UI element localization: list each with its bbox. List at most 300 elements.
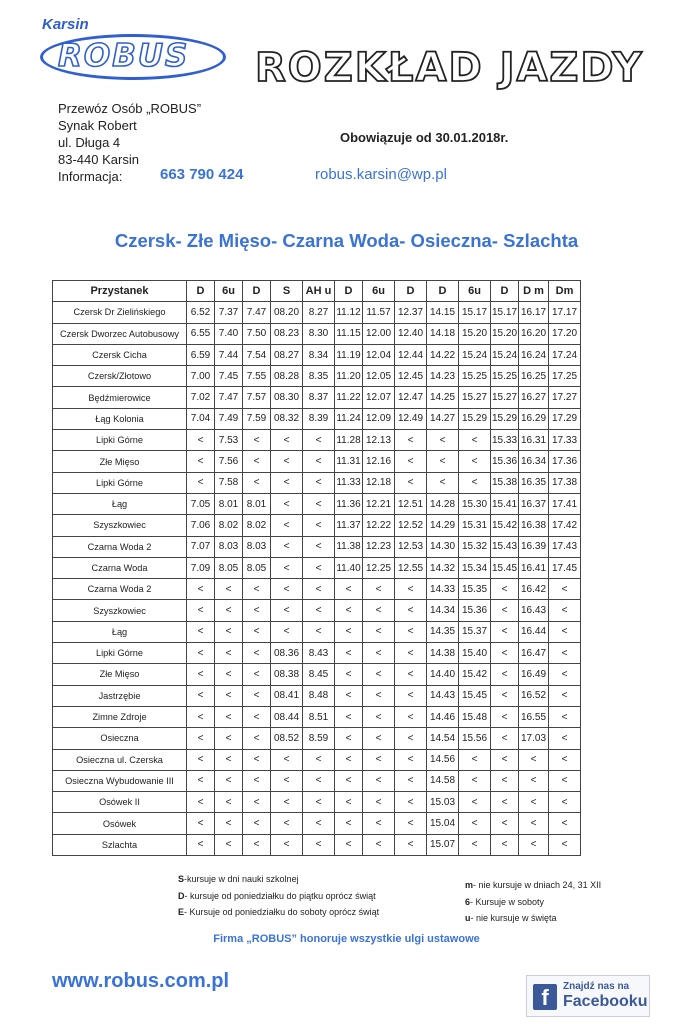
departure-time: 12.25: [363, 557, 395, 578]
departure-time: <: [491, 834, 519, 855]
departure-time: 12.18: [363, 472, 395, 493]
departure-time: 12.47: [395, 387, 427, 408]
phone-number: 663 790 424: [160, 166, 244, 183]
table-row: [53, 557, 581, 578]
departure-time: 15.43: [491, 536, 519, 557]
departure-time: <: [395, 813, 427, 834]
stop-name: Czersk Cicha: [53, 344, 187, 365]
departure-time: 15.41: [491, 493, 519, 514]
table-row: [53, 536, 581, 557]
departure-time: <: [459, 834, 491, 855]
table-row: [53, 344, 581, 365]
departure-time: 11.22: [335, 387, 363, 408]
departure-time: 15.45: [459, 685, 491, 706]
departure-time: 15.04: [427, 813, 459, 834]
legend-text: - Kursuje w soboty: [470, 896, 545, 907]
header-course: D: [395, 281, 427, 302]
departure-time: 15.40: [459, 643, 491, 664]
departure-time: 11.57: [363, 302, 395, 323]
company-city: 83-440 Karsin: [58, 152, 139, 167]
departure-time: <: [335, 685, 363, 706]
stop-name: Osieczna: [53, 728, 187, 749]
departure-time: <: [303, 472, 335, 493]
departure-time: 08.44: [271, 706, 303, 727]
departure-time: 14.43: [427, 685, 459, 706]
page-title: ROZKŁAD JAZDY: [255, 45, 644, 91]
departure-time: <: [271, 579, 303, 600]
table-row: [53, 387, 581, 408]
table-row: [53, 749, 581, 770]
departure-time: 8.37: [303, 387, 335, 408]
legend-key: 6: [465, 896, 471, 907]
departure-time: <: [303, 536, 335, 557]
departure-time: 7.40: [215, 323, 243, 344]
legend-key: S: [178, 874, 185, 884]
departure-time: <: [395, 834, 427, 855]
departure-time: 17.25: [549, 366, 581, 387]
departure-time: <: [187, 430, 215, 451]
departure-time: <: [363, 643, 395, 664]
departure-time: <: [363, 621, 395, 642]
departure-time: <: [243, 472, 271, 493]
departure-time: 08.32: [271, 408, 303, 429]
table-row: [53, 813, 581, 834]
departure-time: <: [215, 600, 243, 621]
departure-time: 7.56: [215, 451, 243, 472]
table-row: [53, 834, 581, 855]
departure-time: <: [395, 792, 427, 813]
departure-time: <: [303, 579, 335, 600]
departure-time: 8.03: [215, 536, 243, 557]
departure-time: <: [395, 643, 427, 664]
departure-time: <: [243, 685, 271, 706]
stop-name: Jastrzębie: [53, 685, 187, 706]
departure-time: 16.34: [519, 451, 549, 472]
departure-time: 15.25: [491, 366, 519, 387]
departure-time: 15.34: [459, 557, 491, 578]
departure-time: <: [335, 643, 363, 664]
departure-time: 12.55: [395, 557, 427, 578]
departure-time: 16.37: [519, 493, 549, 514]
table-row: [53, 472, 581, 493]
departure-time: 15.30: [459, 493, 491, 514]
departure-time: <: [303, 813, 335, 834]
header-course: AH u: [303, 281, 335, 302]
departure-time: 15.27: [459, 387, 491, 408]
stop-name: Osówek II: [53, 792, 187, 813]
departure-time: <: [303, 557, 335, 578]
header-course: D m: [519, 281, 549, 302]
departure-time: <: [459, 749, 491, 770]
departure-time: 16.35: [519, 472, 549, 493]
departure-time: 17.24: [549, 344, 581, 365]
departure-time: <: [491, 685, 519, 706]
stop-name: Czersk/Złotowo: [53, 366, 187, 387]
departure-time: 15.20: [491, 323, 519, 344]
info-label: Informacja:: [58, 169, 123, 184]
departure-time: <: [271, 472, 303, 493]
departure-time: <: [491, 813, 519, 834]
departure-time: <: [215, 643, 243, 664]
departure-time: 17.36: [549, 451, 581, 472]
departure-time: <: [187, 834, 215, 855]
departure-time: <: [271, 493, 303, 514]
header-course: D: [491, 281, 519, 302]
departure-time: <: [519, 792, 549, 813]
departure-time: <: [187, 706, 215, 727]
departure-time: <: [271, 834, 303, 855]
departure-time: <: [215, 813, 243, 834]
departure-time: 16.55: [519, 706, 549, 727]
departure-time: <: [187, 643, 215, 664]
departure-time: 14.54: [427, 728, 459, 749]
departure-time: 7.49: [215, 408, 243, 429]
departure-time: 11.12: [335, 302, 363, 323]
table-row: [53, 515, 581, 536]
departure-time: 8.02: [215, 515, 243, 536]
departure-time: <: [459, 472, 491, 493]
departure-time: <: [187, 792, 215, 813]
departure-time: 7.47: [215, 387, 243, 408]
departure-time: 16.52: [519, 685, 549, 706]
departure-time: 11.33: [335, 472, 363, 493]
departure-time: 12.51: [395, 493, 427, 514]
departure-time: <: [549, 706, 581, 727]
departure-time: <: [491, 770, 519, 791]
departure-time: <: [395, 430, 427, 451]
departure-time: 16.41: [519, 557, 549, 578]
departure-time: 17.33: [549, 430, 581, 451]
website-link[interactable]: www.robus.com.pl: [52, 970, 230, 992]
departure-time: <: [303, 792, 335, 813]
departure-time: <: [215, 728, 243, 749]
departure-time: <: [491, 664, 519, 685]
table-row: [53, 600, 581, 621]
departure-time: <: [271, 515, 303, 536]
departure-time: 11.36: [335, 493, 363, 514]
departure-time: <: [549, 834, 581, 855]
legend-right: [465, 877, 601, 927]
valid-from: Obowiązuje od 30.01.2018r.: [340, 130, 509, 145]
departure-time: 16.38: [519, 515, 549, 536]
departure-time: 08.41: [271, 685, 303, 706]
departure-time: <: [243, 430, 271, 451]
departure-time: <: [187, 770, 215, 791]
departure-time: 17.17: [549, 302, 581, 323]
header-course: Dm: [549, 281, 581, 302]
departure-time: 16.27: [519, 387, 549, 408]
departure-time: 14.18: [427, 323, 459, 344]
departure-time: 14.25: [427, 387, 459, 408]
departure-time: 11.38: [335, 536, 363, 557]
departure-time: 16.49: [519, 664, 549, 685]
table-row: [53, 493, 581, 514]
logo-robus-text: ROBUS: [58, 38, 190, 74]
departure-time: <: [395, 706, 427, 727]
departure-time: 08.28: [271, 366, 303, 387]
departure-time: 7.00: [187, 366, 215, 387]
departure-time: 16.31: [519, 430, 549, 451]
departure-time: <: [491, 579, 519, 600]
departure-time: <: [549, 749, 581, 770]
departure-time: <: [519, 770, 549, 791]
departure-time: 11.40: [335, 557, 363, 578]
departure-time: 12.37: [395, 302, 427, 323]
departure-time: <: [491, 728, 519, 749]
legend-key: u: [465, 913, 471, 923]
departure-time: 7.57: [243, 387, 271, 408]
departure-time: <: [395, 685, 427, 706]
stop-name: Lipki Górne: [53, 430, 187, 451]
departure-time: <: [303, 451, 335, 472]
departure-time: <: [215, 834, 243, 855]
legend-text: -kursuje w dni nauki szkolnej: [184, 874, 299, 884]
departure-time: 6.52: [187, 302, 215, 323]
departure-time: <: [491, 621, 519, 642]
stop-name: Szlachta: [53, 834, 187, 855]
robus-logo: [40, 18, 230, 88]
legend-text: - Kursuje od poniedziałku do soboty oprócz świąt: [184, 907, 380, 917]
stop-name: Czarna Woda 2: [53, 536, 187, 557]
departure-time: 8.39: [303, 408, 335, 429]
facebook-badge[interactable]: [526, 975, 650, 1017]
header-course: 6u: [459, 281, 491, 302]
departure-time: <: [215, 664, 243, 685]
header-course: S: [271, 281, 303, 302]
departure-time: <: [215, 621, 243, 642]
departure-time: <: [549, 813, 581, 834]
stop-name: Złe Mięso: [53, 664, 187, 685]
departure-time: <: [187, 579, 215, 600]
table-row: [53, 408, 581, 429]
departure-time: 7.58: [215, 472, 243, 493]
departure-time: <: [395, 579, 427, 600]
stop-name: Zimne Zdroje: [53, 706, 187, 727]
departure-time: 12.45: [395, 366, 427, 387]
timetable-header-row: [53, 281, 581, 302]
header-course: D: [243, 281, 271, 302]
departure-time: <: [459, 451, 491, 472]
departure-time: 15.29: [491, 408, 519, 429]
departure-time: 14.32: [427, 557, 459, 578]
departure-time: <: [363, 664, 395, 685]
departure-time: 17.41: [549, 493, 581, 514]
header-course: 6u: [215, 281, 243, 302]
table-row: [53, 621, 581, 642]
departure-time: 15.36: [491, 451, 519, 472]
email-link[interactable]: robus.karsin@wp.pl: [315, 166, 447, 183]
table-row: [53, 706, 581, 727]
table-row: [53, 451, 581, 472]
departure-time: <: [459, 813, 491, 834]
departure-time: 15.29: [459, 408, 491, 429]
facebook-line2: Facebooku: [563, 993, 648, 1010]
stop-name: Osówek: [53, 813, 187, 834]
departure-time: 08.23: [271, 323, 303, 344]
departure-time: 7.47: [243, 302, 271, 323]
departure-time: 12.05: [363, 366, 395, 387]
departure-time: <: [549, 770, 581, 791]
departure-time: <: [243, 664, 271, 685]
departure-time: 17.45: [549, 557, 581, 578]
departure-time: <: [459, 430, 491, 451]
departure-time: 11.15: [335, 323, 363, 344]
departure-time: 14.27: [427, 408, 459, 429]
departure-time: 15.35: [459, 579, 491, 600]
departure-time: 8.59: [303, 728, 335, 749]
departure-time: <: [187, 728, 215, 749]
departure-time: <: [187, 451, 215, 472]
departure-time: 7.50: [243, 323, 271, 344]
departure-time: 12.49: [395, 408, 427, 429]
departure-time: <: [335, 600, 363, 621]
departure-time: 15.20: [459, 323, 491, 344]
departure-time: <: [243, 600, 271, 621]
departure-time: 7.53: [215, 430, 243, 451]
departure-time: <: [549, 685, 581, 706]
table-row: [53, 685, 581, 706]
departure-time: <: [335, 813, 363, 834]
departure-time: <: [395, 770, 427, 791]
departure-time: 12.22: [363, 515, 395, 536]
timetable: [52, 280, 581, 856]
departure-time: 8.51: [303, 706, 335, 727]
departure-time: <: [271, 621, 303, 642]
departure-time: 16.39: [519, 536, 549, 557]
departure-time: 7.59: [243, 408, 271, 429]
departure-time: <: [243, 834, 271, 855]
departure-time: 12.21: [363, 493, 395, 514]
departure-time: 15.37: [459, 621, 491, 642]
departure-time: 14.23: [427, 366, 459, 387]
legend-text: - kursuje od poniedziałku do piątku oprócz świąt: [184, 890, 376, 901]
departure-time: 14.15: [427, 302, 459, 323]
stop-name: Będźmierowice: [53, 387, 187, 408]
departure-time: <: [335, 749, 363, 770]
company-street: ul. Długa 4: [58, 135, 121, 150]
departure-time: 12.07: [363, 387, 395, 408]
departure-time: 14.58: [427, 770, 459, 791]
departure-time: <: [335, 834, 363, 855]
departure-time: <: [363, 728, 395, 749]
table-row: [53, 579, 581, 600]
stop-name: Czersk Dr Zielińskiego: [53, 302, 187, 323]
departure-time: <: [363, 813, 395, 834]
departure-time: 15.48: [459, 706, 491, 727]
departure-time: 08.36: [271, 643, 303, 664]
departure-time: 12.13: [363, 430, 395, 451]
departure-time: 11.24: [335, 408, 363, 429]
departure-time: <: [427, 472, 459, 493]
departure-time: 16.20: [519, 323, 549, 344]
departure-time: <: [271, 430, 303, 451]
departure-time: <: [335, 621, 363, 642]
departure-time: <: [271, 600, 303, 621]
table-row: [53, 323, 581, 344]
company-owner: Synak Robert: [58, 118, 137, 133]
departure-time: 15.07: [427, 834, 459, 855]
departure-time: <: [335, 664, 363, 685]
departure-time: 17.27: [549, 387, 581, 408]
departure-time: 14.30: [427, 536, 459, 557]
departure-time: <: [335, 792, 363, 813]
departure-time: <: [215, 706, 243, 727]
legend-text: - nie kursuje w święta: [470, 913, 557, 923]
departure-time: <: [187, 621, 215, 642]
stop-name: Łąg Kolonia: [53, 408, 187, 429]
departure-time: 6.55: [187, 323, 215, 344]
departure-time: <: [335, 728, 363, 749]
stop-name: Lipki Górne: [53, 643, 187, 664]
departure-time: <: [363, 749, 395, 770]
departure-time: 8.05: [243, 557, 271, 578]
departure-time: 08.30: [271, 387, 303, 408]
departure-time: <: [187, 664, 215, 685]
departure-time: <: [303, 493, 335, 514]
departure-time: <: [491, 749, 519, 770]
departure-time: <: [395, 600, 427, 621]
departure-time: <: [187, 600, 215, 621]
header-course: D: [427, 281, 459, 302]
departure-time: 8.35: [303, 366, 335, 387]
departure-time: 15.45: [491, 557, 519, 578]
departure-time: 14.33: [427, 579, 459, 600]
departure-time: <: [271, 557, 303, 578]
departure-time: <: [243, 706, 271, 727]
departure-time: 15.17: [459, 302, 491, 323]
departure-time: 12.23: [363, 536, 395, 557]
departure-time: <: [243, 621, 271, 642]
stop-name: Czarna Woda 2: [53, 579, 187, 600]
departure-time: 12.52: [395, 515, 427, 536]
table-row: [53, 366, 581, 387]
departure-time: <: [395, 749, 427, 770]
departure-time: <: [395, 472, 427, 493]
departure-time: 7.06: [187, 515, 215, 536]
departure-time: <: [215, 792, 243, 813]
header-course: D: [187, 281, 215, 302]
departure-time: 14.34: [427, 600, 459, 621]
departure-time: 7.02: [187, 387, 215, 408]
departure-time: 16.42: [519, 579, 549, 600]
header-course: D: [335, 281, 363, 302]
departure-time: <: [363, 579, 395, 600]
departure-time: <: [335, 770, 363, 791]
departure-time: <: [215, 685, 243, 706]
table-row: [53, 792, 581, 813]
departure-time: 15.03: [427, 792, 459, 813]
departure-time: 7.09: [187, 557, 215, 578]
legend-text: - nie kursuje w dniach 24, 31 XII: [473, 880, 602, 890]
departure-time: 08.52: [271, 728, 303, 749]
departure-time: <: [243, 451, 271, 472]
facebook-icon: f: [533, 984, 557, 1010]
departure-time: <: [271, 813, 303, 834]
departure-time: 17.42: [549, 515, 581, 536]
departure-time: 7.55: [243, 366, 271, 387]
departure-time: <: [243, 770, 271, 791]
departure-time: 14.56: [427, 749, 459, 770]
departure-time: 7.37: [215, 302, 243, 323]
departure-time: 7.05: [187, 493, 215, 514]
departure-time: <: [363, 706, 395, 727]
departure-time: <: [271, 792, 303, 813]
departure-time: 15.42: [459, 664, 491, 685]
departure-time: 7.04: [187, 408, 215, 429]
table-row: [53, 728, 581, 749]
departure-time: <: [363, 685, 395, 706]
departure-time: <: [303, 600, 335, 621]
